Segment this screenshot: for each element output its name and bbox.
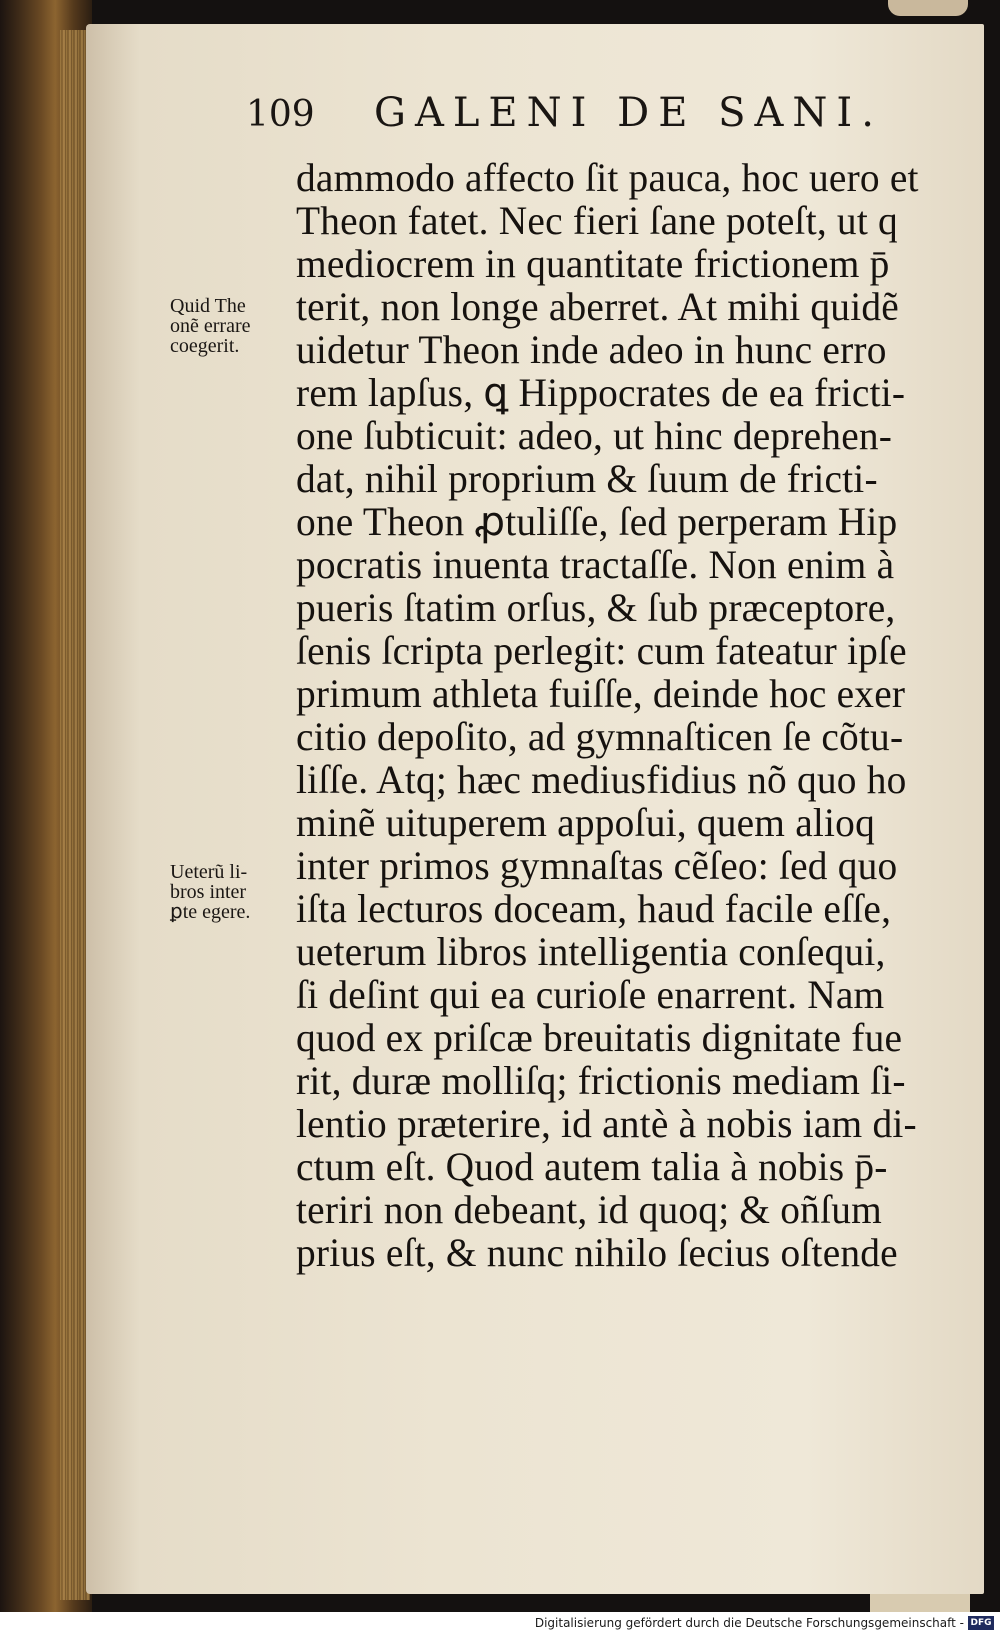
funding-credit: Digitalisierung gefördert durch die Deutsche Forschungsgemeinschaft -: [534, 1616, 964, 1630]
text-line: one Theon ꝓtuliſſe, ſed perperam Hip: [296, 499, 898, 544]
text-line: rem lapſus, ꝗ Hippocrates de ea fricti-: [296, 370, 906, 415]
text-line: pocratis inuenta tractaſſe. Non enim à: [296, 542, 895, 587]
text-line: ſi deſint qui ea curioſe enarrent. Nam: [296, 972, 885, 1017]
text-line: ſenis ſcripta perlegit: cum fateatur ipſe: [296, 628, 907, 673]
folio-number: 109: [246, 94, 315, 135]
text-line: citio depoſito, ad gymnaſticen ſe cõtu-: [296, 714, 904, 759]
dfg-logo-icon: DFG: [968, 1616, 994, 1630]
footer-bar: [0, 1612, 1000, 1635]
text-line: ueterum libros intelligentia conſequi,: [296, 929, 886, 974]
text-line: ctum eſt. Quod autem talia à nobis p̄-: [296, 1144, 888, 1189]
text-line: iſta lecturos doceam, haud facile eſſe,: [296, 886, 892, 931]
text-line: quod ex priſcæ breuitatis dignitate fue: [296, 1015, 903, 1060]
marginal-note-line: bros inter: [170, 881, 247, 903]
text-line: uidetur Theon inde adeo in hunc erro: [296, 327, 887, 372]
text-line: rit, duræ molliſq; frictionis mediam ſi-: [296, 1058, 906, 1103]
running-head: [148, 90, 883, 150]
text-line: primum athleta fuiſſe, deinde hoc exer: [296, 671, 906, 716]
text-line: inter primos gymnaſtas cẽſeo: ſed quo: [296, 843, 898, 888]
running-head-title: GALENI DE SANI.: [374, 90, 883, 136]
text-line: prius eſt, & nunc nihilo ſecius oſtende: [296, 1230, 898, 1275]
text-line: mediocrem in quantitate frictionem p̄: [296, 241, 890, 286]
body-text: [296, 156, 956, 1274]
marginal-note-line: Ueterũ li-: [170, 861, 248, 883]
marginal-note-line: onẽ errare: [170, 315, 251, 337]
text-line: minẽ uituperem appoſui, quem alioq: [296, 800, 875, 845]
text-line: Theon fatet. Nec fieri ſane poteſt, ut q: [296, 198, 898, 243]
marginal-note-1: [170, 296, 296, 356]
text-line: teriri non debeant, id quoq; & oñſum: [296, 1187, 882, 1232]
page-corner-top: [888, 0, 968, 16]
marginal-note-line: Quid The: [170, 295, 246, 317]
text-line: liſſe. Atq; hæc mediusfidius nõ quo ho: [296, 757, 907, 802]
text-line: dat, nihil proprium & ſuum de fricti-: [296, 456, 878, 501]
marginal-note-line: coegerit.: [170, 335, 240, 357]
text-line: lentio præterire, id antè à nobis iam di-: [296, 1101, 917, 1146]
marginal-note-line: ꝑte egere.: [170, 901, 251, 923]
text-line: dammodo affecto ſit pauca, hoc uero et: [296, 155, 919, 200]
marginal-note-2: [170, 862, 296, 922]
text-line: one ſubticuit: adeo, ut hinc deprehen-: [296, 413, 893, 458]
text-line: terit, non longe aberret. At mihi quidẽ: [296, 284, 899, 329]
text-line: pueris ſtatim orſus, & ſub præceptore,: [296, 585, 896, 630]
